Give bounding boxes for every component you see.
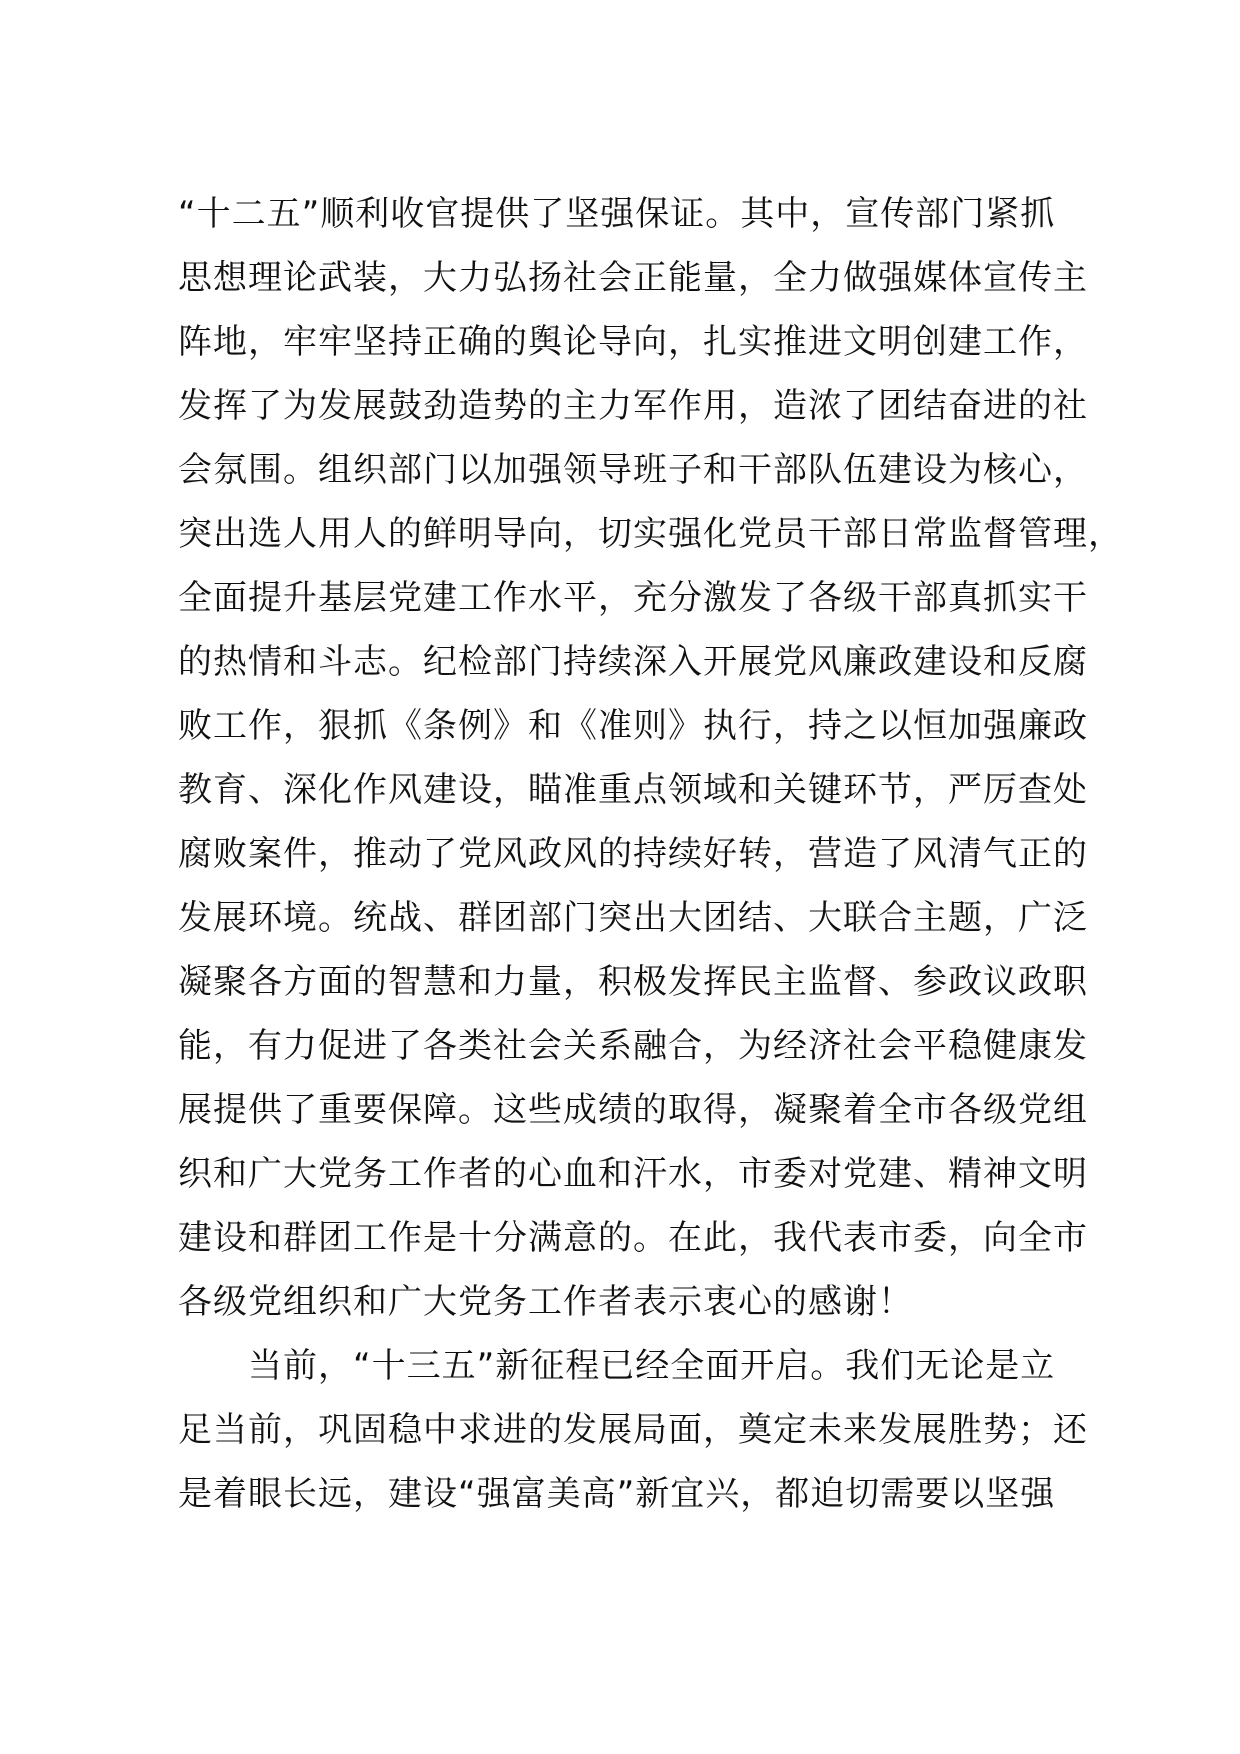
text-line: 突出选人用人的鲜明导向，切实强化党员干部日常监督管理， <box>178 514 1123 554</box>
text-line: 阵地，牢牢坚持正确的舆论导向，扎实推进文明创建工作， <box>178 322 1088 362</box>
text-line: 发展环境。统战、群团部门突出大团结、大联合主题，广泛 <box>178 898 1088 938</box>
text-line: 凝聚各方面的智慧和力量，积极发挥民主监督、参政议政职 <box>178 962 1088 1002</box>
text-line: 各级党组织和广大党务工作者表示衷心的感谢！ <box>178 1282 913 1322</box>
text-line: 会氛围。组织部门以加强领导班子和干部队伍建设为核心， <box>178 450 1088 490</box>
paragraph-start-line: 当前，“十三五”新征程已经全面开启。我们无论是立 <box>178 1346 1056 1386</box>
text-line: 思想理论武装，大力弘扬社会正能量，全力做强媒体宣传主 <box>178 258 1088 298</box>
text-line: 展提供了重要保障。这些成绩的取得，凝聚着全市各级党组 <box>178 1090 1088 1130</box>
text-line: 织和广大党务工作者的心血和汗水，市委对党建、精神文明 <box>178 1154 1088 1194</box>
body-text <box>178 182 1123 1526</box>
text-line: “十二五”顺利收官提供了坚强保证。其中，宣传部门紧抓 <box>178 194 1056 234</box>
text-line: 能，有力促进了各类社会关系融合，为经济社会平稳健康发 <box>178 1026 1088 1066</box>
text-line: 教育、深化作风建设，瞄准重点领域和关键环节，严厉查处 <box>178 770 1088 810</box>
text-line: 是着眼长远，建设“强富美高”新宜兴，都迫切需要以坚强 <box>178 1474 1056 1514</box>
text-line: 足当前，巩固稳中求进的发展局面，奠定未来发展胜势；还 <box>178 1410 1088 1450</box>
text-line: 的热情和斗志。纪检部门持续深入开展党风廉政建设和反腐 <box>178 642 1088 682</box>
text-line: 败工作，狠抓《条例》和《准则》执行，持之以恒加强廉政 <box>178 706 1088 746</box>
text-line: 建设和群团工作是十分满意的。在此，我代表市委，向全市 <box>178 1218 1088 1258</box>
text-line: 腐败案件，推动了党风政风的持续好转，营造了风清气正的 <box>178 834 1088 874</box>
text-line: 全面提升基层党建工作水平，充分激发了各级干部真抓实干 <box>178 578 1088 618</box>
text-line: 发挥了为发展鼓劲造势的主力军作用，造浓了团结奋进的社 <box>178 386 1088 426</box>
